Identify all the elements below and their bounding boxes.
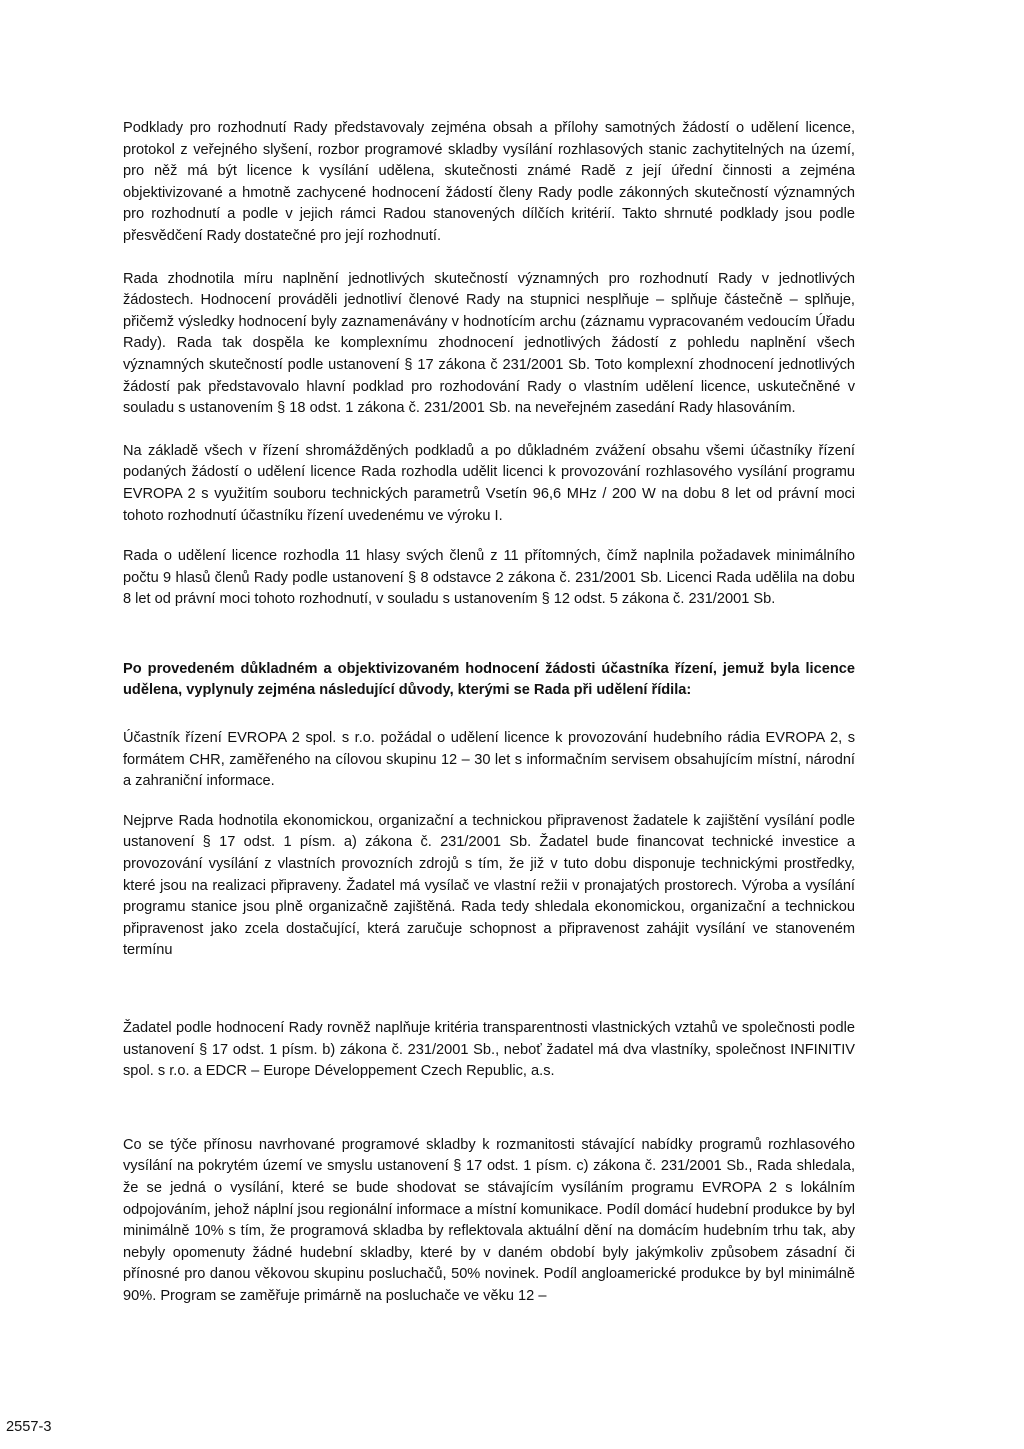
paragraph-transparentnost: Žadatel podle hodnocení Rady rovněž naplňuje kritéria transparentnosti vlastnických vztahů ve společnosti podle ustanovení § 17 odst. 1 písm. b) zákona č. 231/2001 Sb., neboť žadatel má dva vlastníky, společnost INFINITIV spol. s r.o. a EDCR – Europe Développement Czech Republic, a.s. (123, 1020, 855, 1080)
paragraph-prinos: Co se týče přínosu navrhované programové skladby k rozmanitosti stávající nabídky programů rozhlasového vysílání na pokrytém území ve smyslu ustanovení § 17 odst. 1 písm. c) zákona č. 231/2001 Sb., Rada shledala, že se jedná o vysílání, které se bude shodovat se stávajícím vysíláním programu EVROPA 2 s lokálním odpojováním, jehož náplní jsou regionální informace a místní komunikace. Podíl domácí hudební produkce by byl minimálně 10% s tím, že programová skladba by reflektovala aktuální dění na domácím hudebním trhu tak, aby nebyly opomenuty žádné hudební skladby, které by v daném období byly jakýmkoliv způsobem zásadní či přínosné pro danou věkovou skupinu posluchačů, 50% novinek. Podíl angloamerické produkce by byl minimálně 90%. Program se zaměřuje primárně na posluchače ve věku 12 – (123, 1136, 855, 1304)
paragraph-pripravenost: Nejprve Rada hodnotila ekonomickou, organizační a technickou připravenost žadatele k zajištění vysílání podle ustanovení § 17 odst. 1 písm. a) zákona č. 231/2001 Sb. Žadatel bude financovat technické investice a provozování vysílání z vlastních provozních zdrojů s tím, že již v tuto dobu disponuje technickými prostředky, které jsou na realizaci připraveny. Žadatel má vysílač ve vlastní režii v pronajatých prostorech. Výroba a vysílání programu stanice jsou plně organizačně zajištěná. Rada tedy shledala ekonomickou, organizační a technickou připravenost jako zcela dostačující, která zaručuje schopnost a připravenost zahájit vysílání ve stanoveném termínu (123, 812, 855, 959)
section-heading: Po provedeném důkladném a objektivizovaném hodnocení žádosti účastníka řízení, jemuž byla licence udělena, vyplynuly zejména následující důvody, kterými se Rada při udělení řídila: (123, 660, 855, 699)
paragraph-podklady: Podklady pro rozhodnutí Rady představovaly zejména obsah a přílohy samotných žádostí o udělení licence, protokol z veřejného slyšení, rozbor programové skladby vysílání rozhlasových stanic zachytitelných na území, pro něž má být licence k vysílání udělena, skutečnosti známé Radě z její úřední činnosti a zejména objektivizované a hmotně zachycené hodnocení žádostí členy Rady podle zákonných skutečností významných pro rozhodnutí a podle v jejich rámci Radou stanovených dílčích kritérií. Takto shrnuté podklady jsou podle přesvědčení Rady dostatečné pro její rozhodnutí. (123, 120, 855, 244)
page-code: 2557-3 (6, 1419, 52, 1435)
paragraph-rozhodnuti: Na základě všech v řízení shromážděných podkladů a po důkladném zvážení obsahu všemi účastníky řízení podaných žádostí o udělení licence Rada rozhodla udělit licenci k provozování rozhlasového vysílání programu EVROPA 2 s využitím souboru technických parametrů Vsetín 96,6 MHz / 200 W na dobu 8 let od právní moci tohoto rozhodnutí účastníku řízení uvedenému ve výroku I. (123, 442, 855, 524)
paragraph-zadost: Účastník řízení EVROPA 2 spol. s r.o. požádal o udělení licence k provozování hudebního rádia EVROPA 2, s formátem CHR, zaměřeného na cílovou skupinu 12 – 30 let s informačním servisem obsahujícím místní, národní a zahraniční informace. (123, 730, 855, 790)
paragraph-zhodnoceni: Rada zhodnotila míru naplnění jednotlivých skutečností významných pro rozhodnutí Rady v jednotlivých žádostech. Hodnocení prováděli jednotliví členové Rady na stupnici nesplňuje – splňuje částečně – splňuje, přičemž výsledky hodnocení byly zaznamenávány v hodnotícím archu (záznamu vypracovaném vedoucím Úřadu Rady). Rada tak dospěla ke komplexnímu zhodnocení jednotlivých žádostí z pohledu naplnění všech významných skutečností podle ustanovení § 17 zákona č 231/2001 Sb. Toto komplexní zhodnocení jednotlivých žádostí pak představovalo hlavní podklad pro rozhodování Rady o vlastním udělení licence, uskutečněné v souladu s ustanovením § 18 odst. 1 zákona č. 231/2001 Sb. na neveřejném zasedání Rady hlasováním. (123, 270, 855, 417)
document-body (123, 118, 855, 1308)
paragraph-hlasovani: Rada o udělení licence rozhodla 11 hlasy svých členů z 11 přítomných, čímž naplnila požadavek minimálního počtu 9 hlasů členů Rady podle ustanovení § 8 odstavce 2 zákona č. 231/2001 Sb. Licenci Rada udělila na dobu 8 let od právní moci tohoto rozhodnutí, v souladu s ustanovením § 12 odst. 5 zákona č. 231/2001 Sb. (123, 548, 855, 608)
